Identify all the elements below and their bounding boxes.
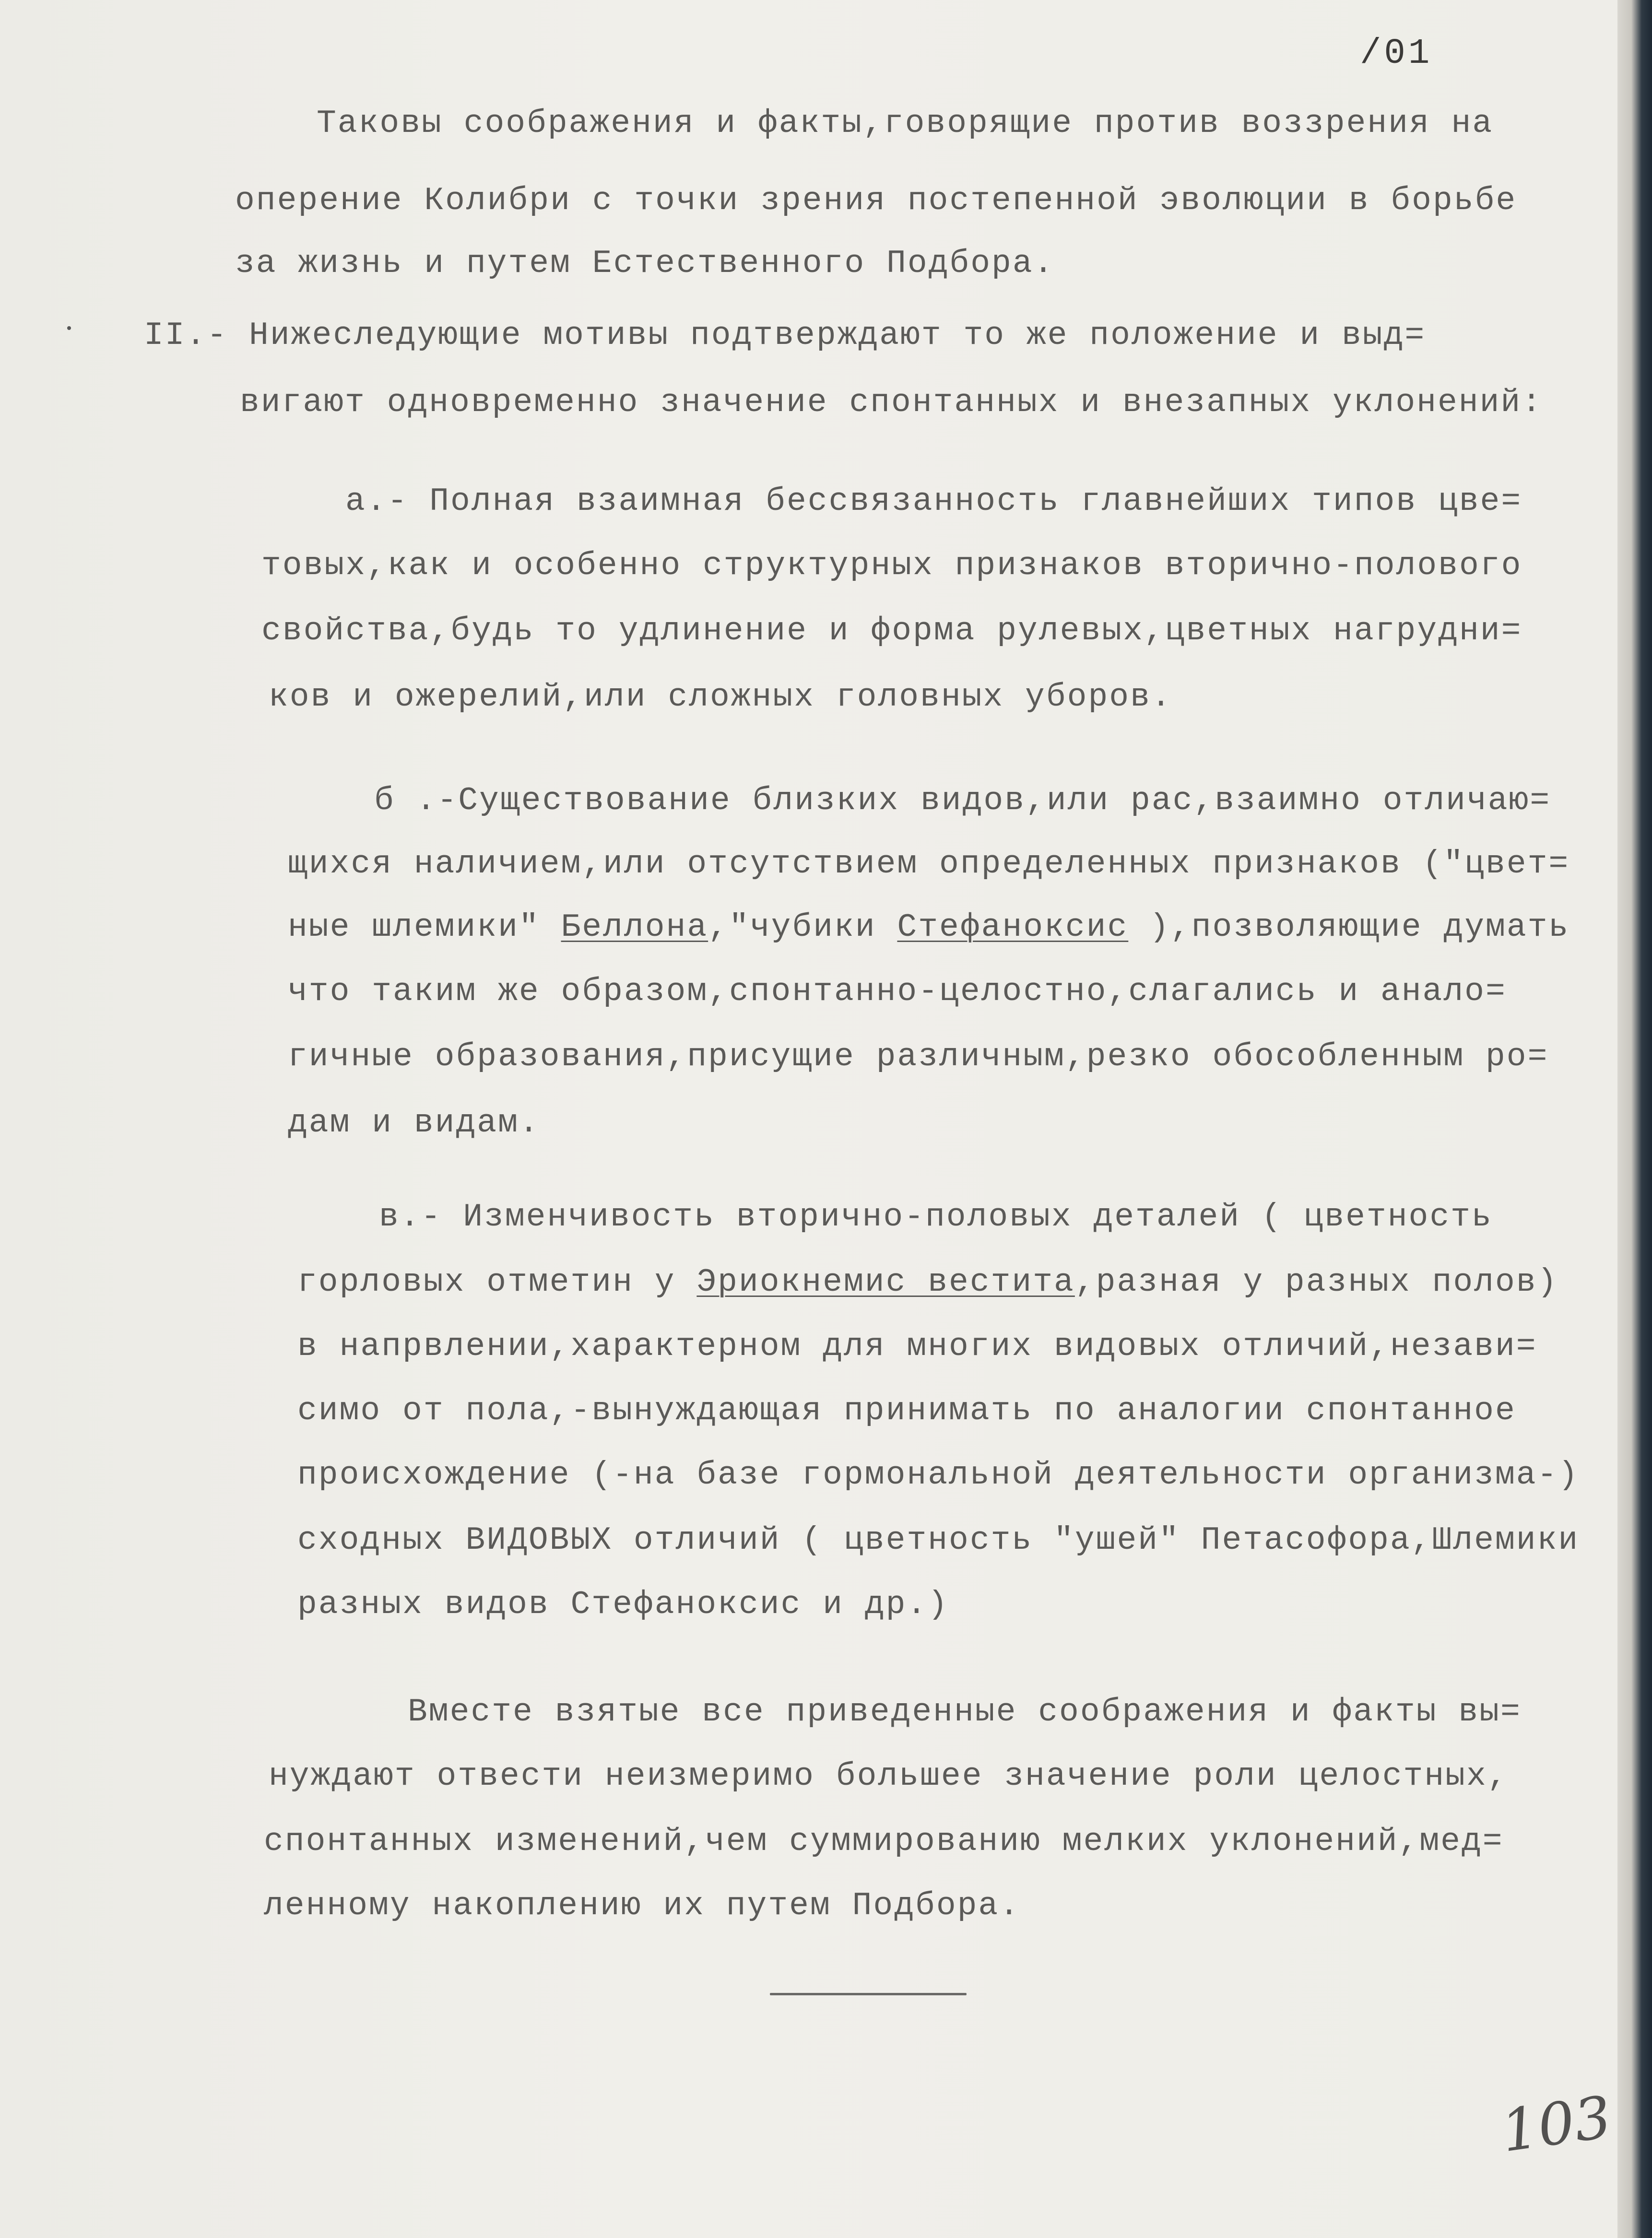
- handwritten-archive-number: 103: [1497, 2084, 1616, 2166]
- item-v-line-2-post: ,разная у разных полов): [1074, 1264, 1558, 1301]
- conclusion-line-3: спонтанных изменений,чем суммированию мелких уклонений,мед=: [264, 1823, 1504, 1860]
- item-v-line-5: происхождение (-на базе гормональной деятельности организма-): [297, 1457, 1580, 1494]
- ink-speck: [67, 326, 71, 330]
- page-number: /01: [1360, 34, 1433, 74]
- section-ii-line-2: вигают одновременно значение спонтанных и внезапных уклонений:: [240, 384, 1543, 421]
- item-b-line-3-post: ),позволяющие думать: [1128, 909, 1570, 946]
- intro-line-1: Таковы соображения и факты,говорящие против воззрения на: [317, 105, 1494, 142]
- item-b-line-4: что таким же образом,спонтанно-целостно,слагались и аналo=: [288, 973, 1507, 1010]
- item-b-line-1: б .-Существование близких видов,или рас,взаимно отличаю=: [374, 782, 1551, 819]
- item-a-line-4: ков и ожерелий,или сложных головных уборов.: [269, 679, 1172, 716]
- intro-line-2: оперение Колибри с точки зрения постепенной эволюции в борьбе: [235, 182, 1517, 219]
- item-a-line-1: а.- Полная взаимная бессвязанность главнейших типов цве=: [345, 483, 1522, 520]
- item-v-line-2-pre: горловых отметин у: [297, 1264, 697, 1301]
- page-edge-shadow: [1617, 0, 1652, 2238]
- conclusion-line-1: Вместе взятые все приведенные соображения и факты вы=: [408, 1694, 1522, 1731]
- species-eriocnemis-vestita: Эриокнемис вестита: [696, 1264, 1075, 1301]
- genus-bellona: Беллона: [561, 909, 708, 946]
- section-ii-line-1: II.- Нижеследующие мотивы подтверждают то же положение и выд=: [144, 317, 1426, 354]
- item-b-line-2: щихся наличием,или отсутствием определенных признаков ("цвет=: [288, 846, 1570, 883]
- item-b-line-5: гичные образования,присущие различным,резко обособленным ро=: [288, 1038, 1549, 1075]
- item-v-line-3: в напрвлении,характерном для многих видовых отличий,незави=: [297, 1328, 1537, 1365]
- item-v-line-6: сходных ВИДОВЫХ отличий ( цветность "ушей" Петасофора,Шлемики: [297, 1522, 1580, 1559]
- item-v-line-7: разных видов Стефаноксис и др.): [297, 1586, 949, 1623]
- closing-rule: [770, 1993, 967, 1995]
- genus-stephanoxis: Стефаноксис: [897, 909, 1129, 946]
- item-b-line-3: [288, 911, 1569, 944]
- item-v-line-2: [297, 1266, 1558, 1299]
- item-a-line-2: товых,как и особенно структурных признаков вторично-полового: [261, 547, 1522, 584]
- item-b-line-6: дам и видам.: [288, 1105, 540, 1142]
- item-b-line-3-pre: ные шлемики": [288, 909, 561, 946]
- item-a-line-3: свойства,будь то удлинение и форма рулевых,цветных нагрудни=: [261, 613, 1522, 649]
- item-v-line-1: в.- Изменчивость вторично-половых деталей ( цветность: [379, 1199, 1493, 1236]
- conclusion-line-4: ленному накоплению их путем Подбора.: [264, 1887, 1021, 1924]
- item-v-line-4: симо от пола,-вынуждающая принимать по аналогии спонтанное: [297, 1392, 1516, 1429]
- intro-line-3: за жизнь и путем Естественного Подбора.: [235, 245, 1055, 282]
- item-b-line-3-mid: ,"чубики: [708, 909, 897, 946]
- conclusion-line-2: нуждают отвести неизмеримо большее значение роли целостных,: [269, 1758, 1509, 1795]
